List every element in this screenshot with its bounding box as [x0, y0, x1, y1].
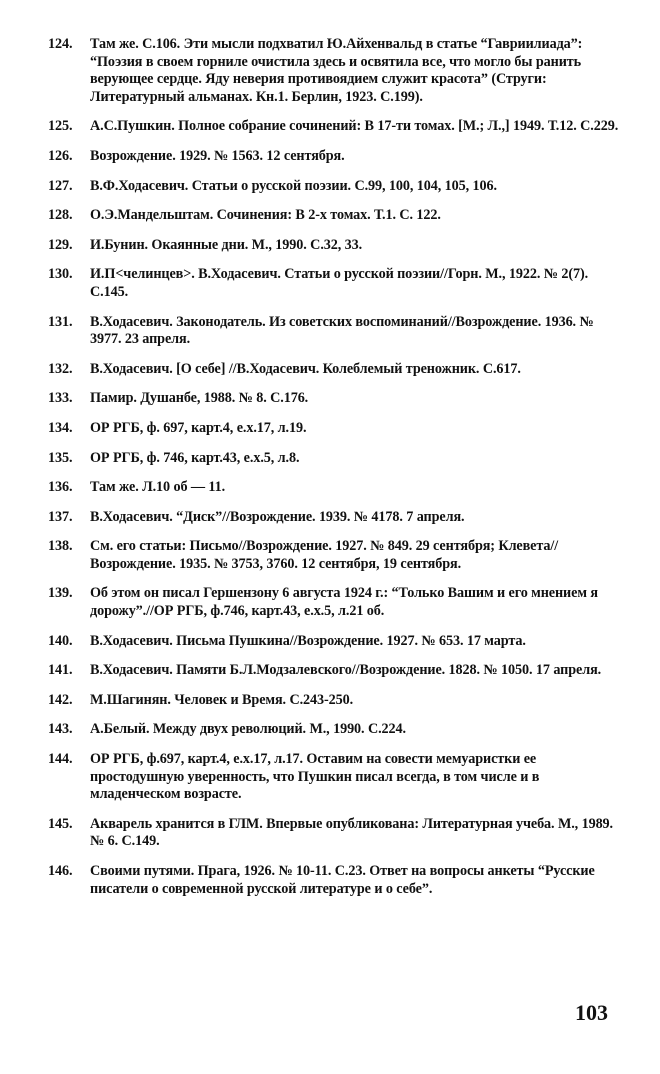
endnote-text: В.Ходасевич. “Диск”//Возрождение. 1939. № 4178. 7 апреля.: [90, 508, 465, 525]
endnote: [48, 148, 624, 166]
endnote: [48, 509, 624, 527]
endnote: [48, 36, 624, 106]
endnote-text: ОР РГБ, ф. 697, карт.4, е.х.17, л.19.: [90, 419, 307, 436]
endnote-number: 138.: [48, 538, 73, 555]
endnote-text: ОР РГБ, ф. 746, карт.43, е.х.5, л.8.: [90, 449, 300, 466]
endnote: [48, 361, 624, 379]
endnote: [48, 863, 624, 898]
endnote: [48, 266, 624, 301]
endnote-number: 133.: [48, 390, 73, 407]
endnote: [48, 633, 624, 651]
endnote-text: Своими путями. Прага, 1926. № 10-11. С.23. Ответ на вопросы анкеты “Русские писатели о современной русской литературе и о себе”.: [90, 863, 595, 897]
endnote-number: 141.: [48, 662, 73, 679]
endnote: [48, 751, 624, 804]
endnote-number: 139.: [48, 585, 73, 602]
endnote-number: 130.: [48, 266, 73, 283]
endnote-text: И.Бунин. Окаянные дни. М., 1990. С.32, 33.: [90, 236, 363, 253]
endnote-number: 131.: [48, 313, 73, 330]
endnote-number: 145.: [48, 815, 73, 832]
endnote-number: 137.: [48, 508, 73, 525]
endnote: [48, 314, 624, 349]
endnote-text: В.Ходасевич. Законодатель. Из советских воспоминаний//Возрождение. 1936. № 3977. 23 апреля.: [90, 313, 594, 348]
endnote-number: 142.: [48, 691, 73, 708]
endnote: [48, 721, 624, 739]
endnote-number: 128.: [48, 207, 73, 224]
endnote-text: Там же. Л.10 об — 11.: [90, 479, 226, 496]
endnote-number: 125.: [48, 118, 73, 135]
endnote-text: В.Ф.Ходасевич. Статьи о русской поэзии. С.99, 100, 104, 105, 106.: [90, 177, 497, 194]
endnote-number: 126.: [48, 147, 73, 164]
endnote: [48, 178, 624, 196]
endnote-text: И.П<челинцев>. В.Ходасевич. Статьи о русской поэзии//Горн. М., 1922. № 2(7). С.145.: [90, 266, 589, 300]
endnote-text: В.Ходасевич. [О себе] //В.Ходасевич. Колеблемый треножник. С.617.: [90, 360, 521, 377]
endnote-text: В.Ходасевич. Памяти Б.Л.Модзалевского//Возрождение. 1828. № 1050. 17 апреля.: [90, 662, 602, 679]
endnote-number: 143.: [48, 721, 73, 738]
endnote: [48, 692, 624, 710]
endnote: [48, 420, 624, 438]
endnote: [48, 538, 624, 573]
endnote-text: В.Ходасевич. Письма Пушкина//Возрождение. 1927. № 653. 17 марта.: [90, 632, 526, 649]
endnote-text: Там же. С.106. Эти мысли подхватил Ю.Айхенвальд в статье “Гавриилиада”: “Поэзия в своем горниле очистила здесь и освятила все, что могло бы ранить верующее сердце. Яду неверия противоядием служит красота” (Струги: Литературный альманах. Кн.1. Берлин, 1923. С.199).: [90, 36, 583, 105]
endnote-number: 144.: [48, 751, 73, 768]
endnotes-list: [48, 36, 624, 898]
endnote-text: ОР РГБ, ф.697, карт.4, е.х.17, л.17. Оставим на совести мемуаристки ее простодушную уверенность, что Пушкин писал всегда, в том числе и в младенческом возрасте.: [90, 751, 540, 803]
endnote: [48, 479, 624, 497]
endnote-number: 127.: [48, 177, 73, 194]
endnote: [48, 237, 624, 255]
endnote-text: См. его статьи: Письмо//Возрождение. 1927. № 849. 29 сентября; Клевета//Возрождение. 1935. № 3753, 3760. 12 сентября, 19 сентября.: [90, 538, 559, 572]
endnote-text: Об этом он писал Гершензону 6 августа 1924 г.: “Только Вашим и его мнением я дорожу”.//ОР РГБ, ф.746, карт.43, е.х.5, л.21 об.: [90, 585, 598, 620]
endnote: [48, 585, 624, 620]
endnote-number: 136.: [48, 479, 73, 496]
endnote: [48, 816, 624, 851]
endnote-number: 124.: [48, 36, 73, 52]
endnote: [48, 207, 624, 225]
endnote-text: О.Э.Мандельштам. Сочинения: В 2-х томах. Т.1. С. 122.: [90, 207, 441, 224]
endnote: [48, 662, 624, 680]
endnote-number: 146.: [48, 863, 73, 879]
endnote-text: Акварель хранится в ГЛМ. Впервые опубликована: Литературная учеба. М., 1989. № 6. С.149.: [90, 815, 614, 850]
endnote-number: 135.: [48, 449, 73, 466]
endnote-number: 140.: [48, 632, 73, 649]
endnote-text: М.Шагинян. Человек и Время. С.243-250.: [90, 691, 354, 708]
endnote-text: А.Белый. Между двух революций. М., 1990. С.224.: [90, 721, 406, 738]
endnote-text: Памир. Душанбе, 1988. № 8. С.176.: [90, 390, 309, 407]
endnote-number: 132.: [48, 360, 73, 377]
endnote-number: 129.: [48, 236, 73, 253]
page-number: 103: [575, 1000, 608, 1025]
endnote-text: Возрождение. 1929. № 1563. 12 сентября.: [90, 147, 345, 164]
endnote-number: 134.: [48, 419, 73, 436]
endnote-text: А.С.Пушкин. Полное собрание сочинений: В 17-ти томах. [М.; Л.,] 1949. Т.12. С.229.: [90, 118, 619, 135]
endnote: [48, 450, 624, 468]
endnote: [48, 118, 624, 136]
endnote: [48, 390, 624, 408]
